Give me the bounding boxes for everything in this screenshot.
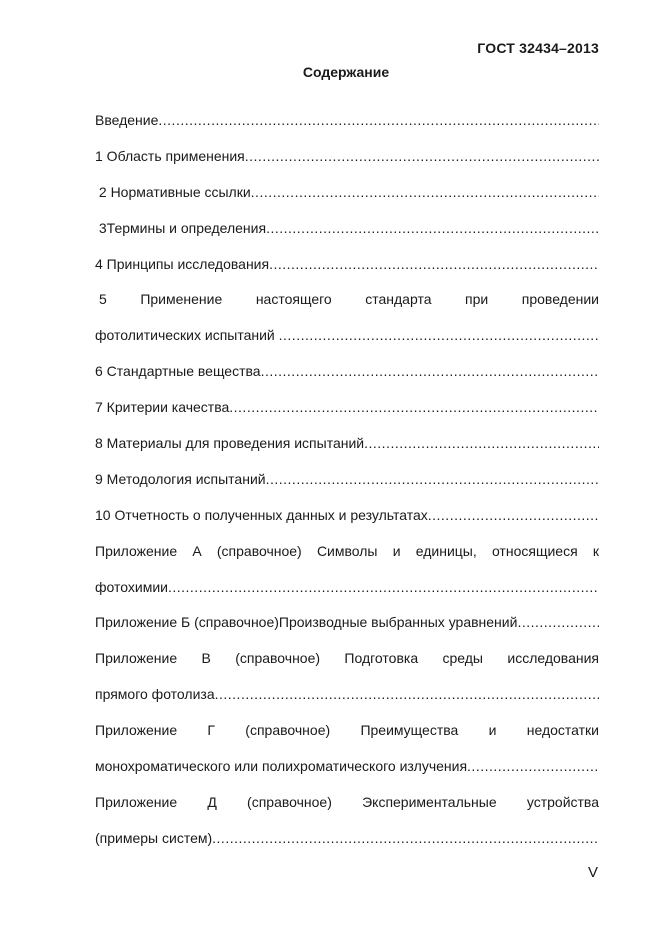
dot-leader: [212, 824, 599, 852]
page-number: V: [587, 864, 598, 881]
dot-leader: [168, 573, 599, 601]
toc-entry-appendix-a-line2: [95, 573, 599, 609]
toc-entry-appendix-a-line1: Приложение А (справочное) Символы и единицы, относящиеся к: [95, 542, 599, 559]
toc-entry-application-line2: [95, 321, 599, 357]
toc-entry-appendix-g-line1: Приложение Г (справочное) Преимущества и недостатки: [95, 722, 599, 739]
toc-entry-appendix-d-line2: [95, 824, 599, 860]
toc-entry-materials: [95, 429, 599, 465]
toc-entry-label: 3Термины и определения: [95, 219, 267, 236]
dot-leader: [251, 178, 599, 206]
toc-entry-label: 7 Критерии качества: [95, 399, 230, 416]
dot-leader: [266, 465, 599, 493]
toc-entry-label: (примеры систем): [95, 829, 213, 846]
dot-leader: [269, 250, 599, 278]
toc-entry-label: монохроматического или полихроматического излучения: [95, 758, 468, 775]
toc-entry-scope: [95, 142, 599, 178]
dot-leader: [266, 214, 599, 242]
toc-entry-label: 2 Нормативные ссылки: [95, 183, 251, 200]
dot-leader: [364, 429, 599, 457]
toc-entry-label: 10 Отчетность о полученных данных и результатах: [95, 506, 428, 523]
toc-entry-terms: [95, 214, 599, 250]
dot-leader: [279, 321, 599, 349]
dot-leader: [517, 608, 599, 636]
toc-title: Содержание: [302, 64, 390, 80]
table-of-contents: [95, 106, 599, 860]
toc-entry-normative-references: [95, 178, 599, 214]
dot-leader: [229, 393, 599, 421]
toc-entry-quality-criteria: [95, 393, 599, 429]
toc-entry-label: прямого фотолиза: [95, 686, 215, 703]
toc-entry-label: 9 Методология испытаний: [95, 470, 266, 487]
toc-entry-label: 4 Принципы исследования: [95, 255, 270, 272]
toc-entry-label: Введение: [95, 112, 159, 128]
toc-entry-label: 8 Материалы для проведения испытаний: [95, 435, 365, 452]
toc-entry-methodology: [95, 465, 599, 501]
toc-entry-appendix-v-line1: Приложение В (справочное) Подготовка среды исследования: [95, 650, 599, 667]
toc-entry-label: фотолитических испытаний: [95, 327, 279, 344]
toc-entry-appendix-b: [95, 608, 599, 644]
toc-entry-label: фотохимии: [95, 578, 168, 595]
toc-entry-label: 1 Область применения: [95, 147, 245, 164]
toc-entry-principles: [95, 250, 599, 286]
dot-leader: [215, 680, 599, 708]
toc-entry-application-line1: 5 Применение настоящего стандарта при проведении: [99, 291, 599, 308]
dot-leader: [261, 357, 599, 385]
toc-entry-appendix-d-line1: Приложение Д (справочное) Экспериментальные устройства: [95, 793, 599, 810]
toc-entry-introduction: [95, 106, 599, 142]
toc-entry-standard-substances: [95, 357, 599, 393]
document-code: ГОСТ 32434–2013: [477, 40, 599, 56]
toc-entry-label: 6 Стандартные вещества: [95, 363, 261, 380]
toc-entry-reporting: [95, 501, 599, 537]
toc-entry-appendix-g-line2: [95, 752, 599, 788]
dot-leader: [428, 501, 599, 529]
toc-entry-appendix-v-line2: [95, 680, 599, 716]
dot-leader: [245, 142, 599, 170]
dot-leader: [158, 106, 599, 134]
toc-entry-label: Приложение Б (справочное)Производные выбранных уравнений: [95, 614, 518, 631]
dot-leader: [467, 752, 599, 780]
